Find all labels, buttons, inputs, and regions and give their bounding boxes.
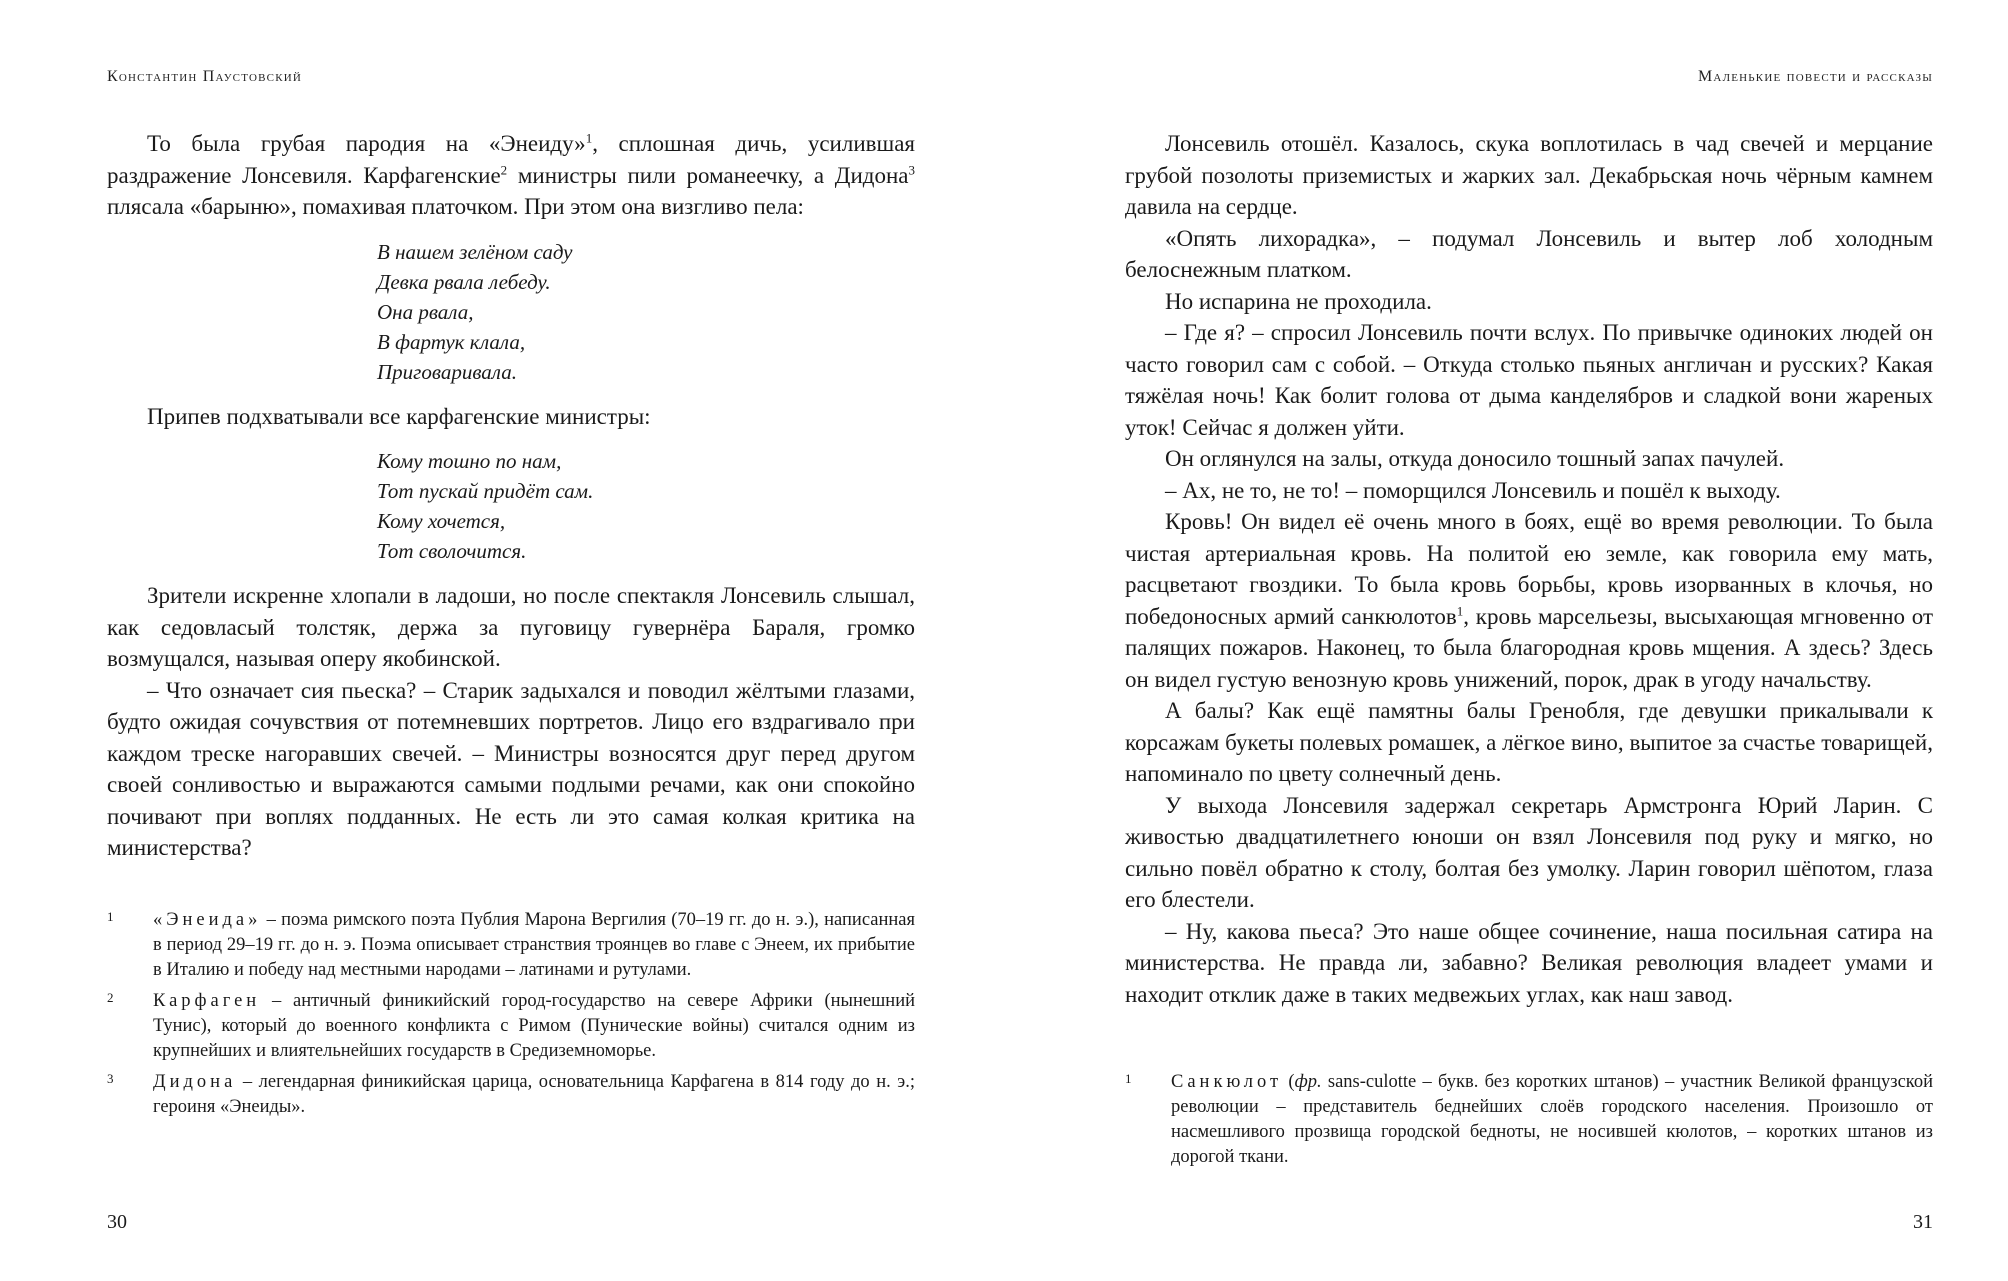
footnote-number: 1: [107, 909, 114, 924]
verse-stanza-1: [377, 237, 915, 387]
footnote-number: 1: [1125, 1071, 1132, 1086]
footnote: [107, 908, 915, 983]
footnote-term: Карфаген: [153, 991, 261, 1011]
footnote-abbr: фр.: [1294, 1072, 1322, 1092]
right-footnotes: [1125, 1070, 1933, 1176]
page-number: 31: [1913, 1211, 1933, 1233]
text-run: министры пили романеечку, а Дидона: [507, 162, 909, 188]
verse-line: Приговаривала.: [377, 359, 517, 384]
verse-stanza-2: [377, 446, 915, 566]
verse-line: Тот пускай придёт сам.: [377, 479, 594, 503]
verse-line: Кому хочется,: [377, 509, 506, 533]
footnote-text: – античный финикийский город-государство на севере Африки (нынешний Тунис), который до военного конфликта с Римом (Пунические войны) считался одним из крупнейших и влиятельнейших государств в Средиземноморье.: [153, 991, 915, 1061]
paragraph: – Что означает сия пьеска? – Старик задыхался и поводил жёлтыми глазами, будто ожидая сочувствия от потемневших портретов. Лицо его вздрагивало при каждом треске нагоравших свечей. – Министры возносятся друг перед другом своей сонливостью и выражаются самыми подлыми речами, как они спокойно почивают при воплях подданных. Не есть ли это самая колкая критика на министерства?: [107, 677, 915, 860]
verse-line: Кому тошно по нам,: [377, 449, 562, 473]
verse-line: В нашем зелёном саду: [377, 239, 573, 264]
paragraph: Зрители искренне хлопали в ладоши, но после спектакля Лонсевиль слышал, как седовласый толстяк, держа за пуговицу гувернёра Бараля, громко возмущался, называя оперу якобинской.: [107, 583, 915, 671]
paragraph: У выхода Лонсевиля задержал секретарь Армстронга Юрий Ларин. С живостью двадцатилетнего юноши он взял Лонсевиля под руку и мягко, но сильно повёл обратно к столу, болтая без умолку. Ларин говорил шёпотом, глаза его блестели.: [1125, 792, 1933, 912]
footnote: [107, 989, 915, 1064]
text-run: , кровь марсельезы, высыхающая мгновенно от палящих пожаров. Наконец, то была благородная кровь мщения. А здесь? Здесь он видел густую венозную кровь унижений, порок, драк в угоду начальству.: [1125, 603, 1933, 692]
footnote-text: (: [1282, 1072, 1295, 1092]
left-body-text: [107, 128, 915, 864]
footnote: [1125, 1070, 1933, 1170]
page-number: 30: [107, 1211, 127, 1233]
running-head-author: Константин Паустовский: [107, 68, 303, 85]
footnote-ref[interactable]: 1: [1456, 602, 1464, 618]
text-run: То была грубая пародия на «Энеиду»: [147, 131, 586, 156]
footnote-term: «Энеида»: [153, 910, 262, 930]
footnote-ref[interactable]: 3: [908, 161, 915, 177]
paragraph: А балы? Как ещё памятны балы Гренобля, где девушки прикалывали к корсажам букеты полевых ромашек, а лёгкое вино, выпитое за счастье товарищей, напоминало по цвету солнечный день.: [1125, 698, 1933, 786]
footnote: [107, 1070, 915, 1120]
left-footnotes: [107, 908, 915, 1126]
running-head-title: Маленькие повести и рассказы: [1698, 68, 1933, 85]
paragraph: Лонсевиль отошёл. Казалось, скука воплотилась в чад свечей и мерцание грубой позолоты приземистых и жарких зал. Декабрьская ночь чёрным камнем давила на сердце.: [1125, 131, 1933, 219]
text-run: Кровь! Он видел её очень много в боях, ещё во время революции. То была чистая артериальная кровь. На политой ею земле, как говорила ему мать, расцветают гвоздики. То была кровь борьбы, кровь изорванных в клочья, но победоносных армий санкюлотов: [1125, 509, 1933, 629]
footnote-ref[interactable]: 1: [585, 130, 593, 146]
paragraph: [107, 128, 915, 223]
paragraph: [1125, 506, 1933, 695]
paragraph: Он оглянулся на залы, откуда доносило тошный запах пачулей.: [1165, 446, 1785, 471]
paragraph: Но испарина не проходила.: [1165, 288, 1432, 314]
footnote-text: sans-culotte – букв. без коротких штанов) – участник Великой французской революции – представитель беднейших слоёв городского населения. Произошло от насмешливого прозвища городской бедноты, не носившей кюлотов, – коротких штанов из дорогой ткани.: [1171, 1072, 1934, 1167]
left-page: [107, 0, 915, 1281]
footnote-text: – легендарная финикийская царица, основательница Карфагена в 814 году до н. э.; героиня «Энеиды».: [153, 1072, 915, 1117]
text-run: , сплошная дичь, усилившая раздражение Лонсевиля. Карфагенские: [107, 131, 915, 188]
footnote-number: 2: [107, 990, 114, 1005]
footnote-text: – поэма римского поэта Публия Марона Вергилия (70–19 гг. до н. э.), написанная в период 29–19 гг. до н. э. Поэма описывает странствия троянцев во главе с Энеем, их прибытие в Италию и победу над местными народами – латинами и рутулами.: [153, 910, 915, 980]
verse-line: Девка рвала лебеду.: [377, 269, 551, 294]
paragraph: «Опять лихорадка», – подумал Лонсевиль и вытер лоб холодным белоснежным платком.: [1125, 225, 1933, 282]
verse-line: Она рвала,: [377, 299, 474, 324]
paragraph: – Ах, не то, не то! – поморщился Лонсевиль и пошёл к выходу.: [1165, 477, 1781, 503]
footnote-number: 3: [107, 1071, 114, 1086]
footnote-term: Дидона: [153, 1072, 237, 1092]
footnote-term: Санкюлот: [1171, 1072, 1283, 1092]
paragraph: – Где я? – спросил Лонсевиль почти вслух. По привычке одиноких людей он часто говорил сам с собой. – Откуда столько пьяных англичан и русских? Какая тяжёлая ночь! Как болит голова от дыма канделябров и сладкой вони жареных уток! Сейчас я должен уйти.: [1125, 320, 1933, 440]
verse-line: В фартук клала,: [377, 329, 526, 354]
paragraph: – Ну, какова пьеса? Это наше общее сочинение, наша посильная сатира на министерства. Не правда ли, забавно? Великая революция владеет умами и находит отклик даже в таких медвежьих углах, как наш завод.: [1125, 918, 1933, 1007]
right-page: [1125, 0, 1933, 1281]
paragraph: Припев подхватывали все карфагенские министры:: [147, 403, 651, 429]
footnote-ref[interactable]: 2: [500, 161, 508, 177]
text-run: плясала «барыню», помахивая платочком. При этом она визгливо пела:: [107, 194, 804, 219]
verse-line: Тот сволочится.: [377, 539, 527, 563]
right-body-text: [1125, 128, 1933, 1010]
